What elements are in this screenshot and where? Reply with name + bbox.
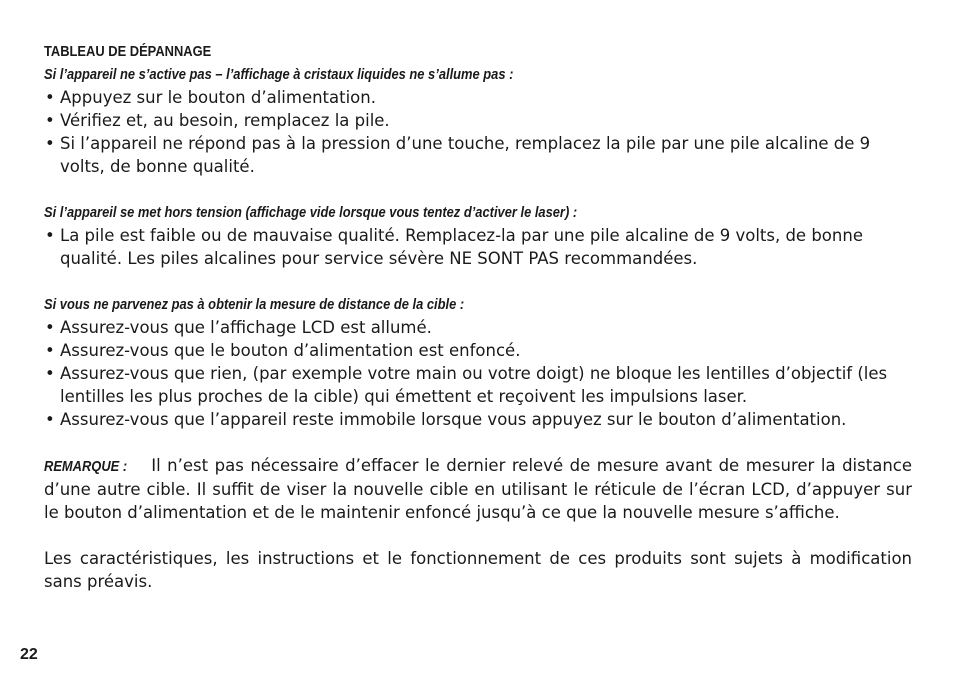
list-item: • Vérifiez et, au besoin, remplacez la pile. xyxy=(44,109,912,132)
list-item: • Si l’appareil ne répond pas à la pression d’une touche, remplacez la pile par une pile alcaline de 9 volts, de bonne qualité. xyxy=(44,132,912,178)
section-heading-no-reading: Si vous ne parvenez pas à obtenir la mesure de distance de la cible : xyxy=(44,296,465,313)
spacer xyxy=(44,431,912,454)
spacer xyxy=(44,270,912,293)
list-item: • Assurez-vous que le bouton d’alimentation est enfoncé. xyxy=(44,339,912,362)
remark-label: REMARQUE : xyxy=(44,458,128,475)
remark-text: Il n’est pas nécessaire d’effacer le dernier relevé de mesure avant de mesurer la distance d’une autre cible. Il suffit de viser la nouvelle cible en utilisant le réticule de l’écran LCD, d’appuyer sur le bouton d’alimentation et de le maintenir enfoncé jusqu’à ce que la nouvelle mesure s’affiche. xyxy=(44,456,912,522)
bullet-list-shuts-off xyxy=(44,224,912,270)
page-title: TABLEAU DE DÉPANNAGE xyxy=(44,43,212,60)
spacer xyxy=(44,524,912,547)
remark-paragraph xyxy=(44,454,912,524)
disclaimer-paragraph: Les caractéristiques, les instructions et le fonctionnement de ces produits sont sujets à modification sans préavis. xyxy=(44,549,912,591)
list-item: • Appuyez sur le bouton d’alimentation. xyxy=(44,86,912,109)
section-heading-no-power: Si l’appareil ne s’active pas – l’affichage à cristaux liquides ne s’allume pas : xyxy=(44,66,514,83)
bullet-list-no-reading xyxy=(44,316,912,431)
bullet-list-no-power xyxy=(44,86,912,178)
page-number: 22 xyxy=(20,646,38,663)
spacer xyxy=(44,178,912,201)
list-item: • La pile est faible ou de mauvaise qualité. Remplacez-la par une pile alcaline de 9 volts, de bonne qualité. Les piles alcalines pour service sévère NE SONT PAS recommandées. xyxy=(44,224,912,270)
list-item: • Assurez-vous que l’appareil reste immobile lorsque vous appuyez sur le bouton d’alimentation. xyxy=(44,408,912,431)
list-item: • Assurez-vous que l’affichage LCD est allumé. xyxy=(44,316,912,339)
list-item: • Assurez-vous que rien, (par exemple votre main ou votre doigt) ne bloque les lentilles d’objectif (les lentilles les plus proches de la cible) qui émettent et reçoivent les impulsions laser. xyxy=(44,362,912,408)
document-body xyxy=(44,40,912,593)
section-heading-shuts-off: Si l’appareil se met hors tension (affichage vide lorsque vous tentez d’activer le laser) : xyxy=(44,204,578,221)
